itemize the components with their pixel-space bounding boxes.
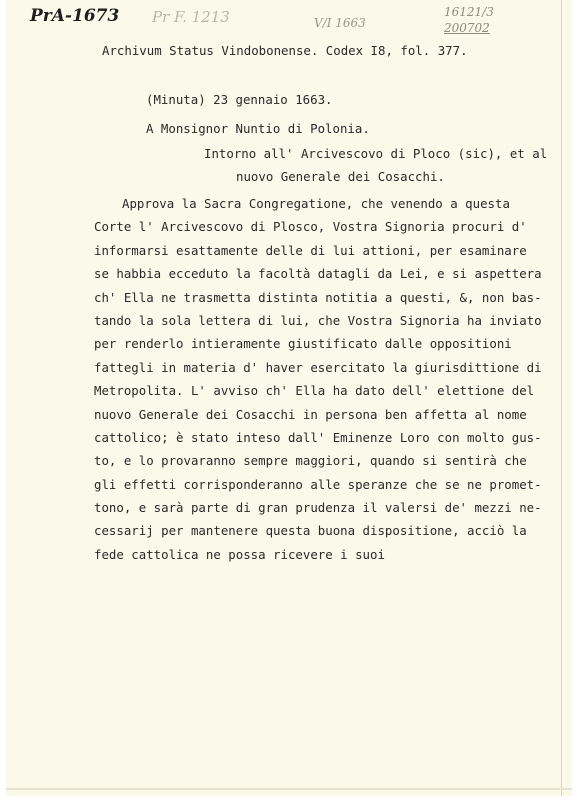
handwritten-archive-number: PrA-1673	[30, 6, 120, 26]
page-fold	[6, 788, 572, 790]
body-line: cattolico; è stato inteso dall' Eminenze Loro con molto gus-	[94, 429, 542, 445]
body-line: gli effetti corrisponderanno alle speranze che se ne promet-	[94, 476, 542, 492]
archive-header: Archivum Status Vindobonense. Codex I8, fol. 377.	[102, 43, 468, 58]
handwritten-faded-reference: Pr F. 1213	[152, 8, 230, 26]
body-line: ch' Ella ne trasmetta distinta notitia a questi, &, non bas-	[94, 289, 542, 305]
body-line: nuovo Generale dei Cosacchi in persona ben affetta al nome	[94, 406, 527, 422]
body-line: Approva la Sacra Congregatione, che venendo a questa	[122, 196, 510, 211]
body-line: fede cattolica ne possa ricevere i suoi	[94, 546, 385, 562]
body-line: tando la sola lettera di lui, che Vostra Signoria ha inviato	[94, 312, 542, 328]
page-edge	[561, 0, 562, 796]
document-page	[6, 0, 572, 796]
body-line: fattegli in materia d' haver esercitato la giurisdittione di	[94, 359, 542, 375]
letter-body	[94, 192, 542, 566]
handwritten-catalog-number: 16121/3	[444, 5, 494, 19]
addressee-line: A Monsignor Nuntio di Polonia.	[146, 121, 370, 136]
document-date: (Minuta) 23 gennaio 1663.	[146, 92, 333, 107]
handwritten-catalog-number-underlined: 200702	[444, 21, 490, 35]
body-line: Corte l' Arcivescovo di Plosco, Vostra Signoria procuri d'	[94, 219, 527, 235]
subject-line-1: Intorno all' Arcivescovo di Ploco (sic), et al	[204, 146, 548, 161]
body-line: per renderlo intieramente giustificato dalle oppositioni	[94, 336, 512, 352]
body-line: se habbia ecceduto la facoltà datagli da Lei, e si aspettera	[94, 266, 542, 282]
body-line: informarsi esattamente delle di lui attioni, per esaminare	[94, 242, 527, 258]
subject-line-2: nuovo Generale dei Cosacchi.	[236, 169, 445, 184]
body-line: to, e lo provaranno sempre maggiori, quando si sentirà che	[94, 453, 527, 469]
body-line: cessarij per mantenere questa buona dispositione, acciò la	[94, 523, 527, 539]
body-line: tono, e sarà parte di gran prudenza il valersi de' mezzi ne-	[94, 500, 542, 516]
handwritten-date-reference: V/I 1663	[314, 16, 366, 30]
body-line: Metropolita. L' avviso ch' Ella ha dato dell' elettione del	[94, 383, 535, 399]
